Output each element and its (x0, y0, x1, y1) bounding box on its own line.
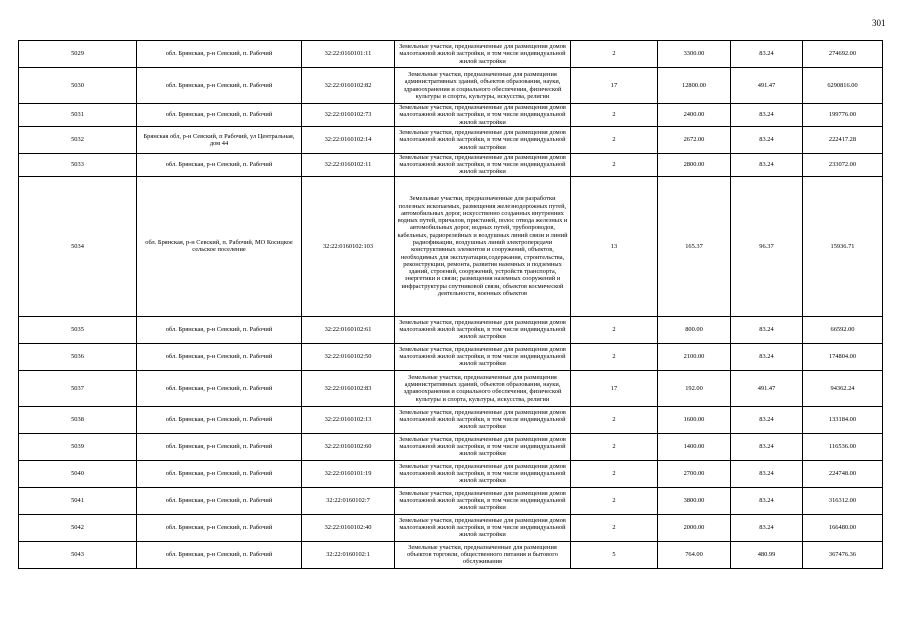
cell-specific-value: 83.24 (731, 433, 803, 460)
cell-cadastral-number: 32:22:0160102:7 (302, 487, 395, 514)
cell-use-group-code: 2 (571, 460, 658, 487)
table-row (19, 541, 883, 568)
cell-cadastral-number: 32:22:0160102:83 (302, 370, 395, 406)
cell-area: 3300.00 (658, 41, 731, 68)
cell-cadastral-number: 32:22:0160101:19 (302, 460, 395, 487)
cell-row-number: 5031 (19, 104, 137, 127)
cell-cadastral-value: 316312.00 (803, 487, 883, 514)
cell-area: 2400.00 (658, 104, 731, 127)
cell-permitted-use: Земельные участки, предназначенные для размещения домов малоэтажной жилой застройки, в том числе индивидуальной жилой застройки (395, 316, 571, 343)
cell-specific-value: 83.24 (731, 41, 803, 68)
table-row (19, 406, 883, 433)
cell-specific-value: 83.24 (731, 104, 803, 127)
cell-use-group-code: 5 (571, 541, 658, 568)
table-row (19, 316, 883, 343)
cell-cadastral-value: 6290816.00 (803, 68, 883, 104)
cell-use-group-code: 2 (571, 126, 658, 153)
cell-address: обл. Брянская, р-н Севский, п. Рабочий (137, 68, 302, 104)
cell-use-group-code: 2 (571, 104, 658, 127)
cell-address: обл. Брянская, р-н Севский, п. Рабочий (137, 541, 302, 568)
cell-cadastral-number: 32:22:0160102:73 (302, 104, 395, 127)
cell-permitted-use: Земельные участки, предназначенные для размещения домов малоэтажной жилой застройки, в том числе индивидуальной жилой застройки (395, 433, 571, 460)
cadastral-value-table (18, 40, 883, 569)
cell-address: обл. Брянская, р-н Севский, п. Рабочий (137, 41, 302, 68)
cell-use-group-code: 2 (571, 514, 658, 541)
cell-permitted-use: Земельные участки, предназначенные для размещения административных зданий, объектов образования, науки, здравоохранения и социального обеспечения, физической культуры и спорта, культуры, искусства, религии (395, 68, 571, 104)
cell-address: обл. Брянская, р-н Севский, п. Рабочий (137, 406, 302, 433)
cell-cadastral-value: 224748.00 (803, 460, 883, 487)
cell-area: 192.00 (658, 370, 731, 406)
table-row (19, 370, 883, 406)
cell-cadastral-value: 199776.00 (803, 104, 883, 127)
cell-area: 2100.00 (658, 343, 731, 370)
cell-row-number: 5043 (19, 541, 137, 568)
cell-address: обл. Брянская, р-н Севский, п. Рабочий (137, 370, 302, 406)
cell-cadastral-number: 32:22:0160102:50 (302, 343, 395, 370)
cell-permitted-use: Земельные участки, предназначенные для размещения домов малоэтажной жилой застройки, в том числе индивидуальной жилой застройки (395, 460, 571, 487)
table-row (19, 104, 883, 127)
cell-specific-value: 491.47 (731, 370, 803, 406)
cell-area: 3800.00 (658, 487, 731, 514)
table-row (19, 176, 883, 316)
table-row (19, 68, 883, 104)
cell-area: 165.37 (658, 176, 731, 316)
table-row (19, 514, 883, 541)
cell-cadastral-value: 66592.00 (803, 316, 883, 343)
table-row (19, 153, 883, 176)
cell-address: обл. Брянская, р-н Севский, п. Рабочий (137, 460, 302, 487)
cell-cadastral-value: 15936.71 (803, 176, 883, 316)
cell-use-group-code: 2 (571, 487, 658, 514)
cell-row-number: 5037 (19, 370, 137, 406)
cell-area: 764.00 (658, 541, 731, 568)
cell-specific-value: 83.24 (731, 343, 803, 370)
cell-area: 2000.00 (658, 514, 731, 541)
table-row (19, 41, 883, 68)
cell-specific-value: 83.24 (731, 316, 803, 343)
cell-use-group-code: 17 (571, 68, 658, 104)
cell-specific-value: 480.99 (731, 541, 803, 568)
cell-cadastral-value: 222417.28 (803, 126, 883, 153)
cell-permitted-use: Земельные участки, предназначенные для размещения домов малоэтажной жилой застройки, в том числе индивидуальной жилой застройки (395, 126, 571, 153)
cell-cadastral-value: 133184.00 (803, 406, 883, 433)
cell-cadastral-number: 32:22:0160102:14 (302, 126, 395, 153)
cell-area: 2800.00 (658, 153, 731, 176)
cell-use-group-code: 2 (571, 406, 658, 433)
cell-area: 2700.00 (658, 460, 731, 487)
cell-area: 1400.00 (658, 433, 731, 460)
cell-address: обл. Брянская, р-н Севский, п. Рабочий (137, 104, 302, 127)
cell-permitted-use: Земельные участки, предназначенные для разработки полезных ископаемых, размещения железнодорожных путей, автомобильных дорог, искусственно созданных внутренних водных путей, причалов, пристаней, полос отвода железных и автомобильных дорог, водных путей, трубопроводов, кабельных, радиорелейных и воздушных линий связи и линий радиофикации, воздушных линий электропередачи конструктивных элементов и сооружений, объектов, необходимых для эксплуатации,содержания, строительства, реконструкции, ремонта, развития наземных и подземных зданий, строений, сооружений, устройств транспорта, энергетики и связи; размещения наземных сооружений и инфраструктуры спутниковой связи, объектов космической деятельности, военных объектов (395, 176, 571, 316)
cell-address: Брянская обл, р-н Севский, п Рабочий, ул Центральная, дом 44 (137, 126, 302, 153)
cell-permitted-use: Земельные участки, предназначенные для размещения домов малоэтажной жилой застройки, в том числе индивидуальной жилой застройки (395, 104, 571, 127)
cell-cadastral-value: 94362.24 (803, 370, 883, 406)
cell-cadastral-number: 32:22:0160102:82 (302, 68, 395, 104)
cell-cadastral-number: 32:22:0160101:11 (302, 41, 395, 68)
cell-permitted-use: Земельные участки, предназначенные для размещения домов малоэтажной жилой застройки, в том числе индивидуальной жилой застройки (395, 487, 571, 514)
cell-cadastral-number: 32:22:0160102:1 (302, 541, 395, 568)
cell-cadastral-number: 32:22:0160102:61 (302, 316, 395, 343)
cell-use-group-code: 2 (571, 433, 658, 460)
cell-row-number: 5033 (19, 153, 137, 176)
cell-cadastral-value: 274692.00 (803, 41, 883, 68)
cell-address: обл. Брянская, р-н Севский, п. Рабочий (137, 343, 302, 370)
cell-cadastral-value: 233072.00 (803, 153, 883, 176)
cell-area: 12800.00 (658, 68, 731, 104)
cell-row-number: 5036 (19, 343, 137, 370)
cell-cadastral-number: 32:22:0160102:40 (302, 514, 395, 541)
cell-specific-value: 83.24 (731, 487, 803, 514)
cell-cadastral-value: 367476.36 (803, 541, 883, 568)
cell-specific-value: 83.24 (731, 406, 803, 433)
cell-use-group-code: 2 (571, 316, 658, 343)
cell-specific-value: 83.24 (731, 460, 803, 487)
cell-permitted-use: Земельные участки, предназначенные для размещения домов малоэтажной жилой застройки, в том числе индивидуальной жилой застройки (395, 514, 571, 541)
cell-area: 2672.00 (658, 126, 731, 153)
table-body (19, 41, 883, 569)
cell-use-group-code: 2 (571, 41, 658, 68)
cell-address: обл. Брянская, р-н Севский, п. Рабочий (137, 433, 302, 460)
cell-address: обл. Брянская, р-н Севский, п. Рабочий (137, 487, 302, 514)
cell-row-number: 5040 (19, 460, 137, 487)
cell-address: обл. Брянская, р-н Севский, п. Рабочий, МО Косицкое сельское поселение (137, 176, 302, 316)
cell-cadastral-number: 32:22:0160102:60 (302, 433, 395, 460)
cell-use-group-code: 2 (571, 153, 658, 176)
cell-row-number: 5032 (19, 126, 137, 153)
cell-area: 800.00 (658, 316, 731, 343)
cell-permitted-use: Земельные участки, предназначенные для размещения домов малоэтажной жилой застройки, в том числе индивидуальной жилой застройки (395, 153, 571, 176)
cell-permitted-use: Земельные участки, предназначенные для размещения объектов торговли, общественного питания и бытового обслуживания (395, 541, 571, 568)
page-number: 301 (872, 18, 886, 28)
cell-row-number: 5041 (19, 487, 137, 514)
cell-cadastral-value: 116536.00 (803, 433, 883, 460)
table-row (19, 126, 883, 153)
cell-specific-value: 491.47 (731, 68, 803, 104)
cell-specific-value: 83.24 (731, 126, 803, 153)
cell-cadastral-number: 32:22:0160102:11 (302, 153, 395, 176)
cell-cadastral-number: 32:22:0160102:103 (302, 176, 395, 316)
cell-specific-value: 83.24 (731, 514, 803, 541)
cell-row-number: 5034 (19, 176, 137, 316)
cell-permitted-use: Земельные участки, предназначенные для размещения административных зданий, объектов образования, науки, здравоохранения и социального обеспечения, физической культуры и спорта, культуры, искусства, религии (395, 370, 571, 406)
cell-row-number: 5029 (19, 41, 137, 68)
cell-row-number: 5035 (19, 316, 137, 343)
cell-area: 1600.00 (658, 406, 731, 433)
cell-row-number: 5042 (19, 514, 137, 541)
cell-use-group-code: 2 (571, 343, 658, 370)
cell-row-number: 5038 (19, 406, 137, 433)
table-row (19, 343, 883, 370)
table-row (19, 487, 883, 514)
cell-use-group-code: 13 (571, 176, 658, 316)
cell-cadastral-value: 174804.00 (803, 343, 883, 370)
cell-cadastral-number: 32:22:0160102:13 (302, 406, 395, 433)
cell-specific-value: 96.37 (731, 176, 803, 316)
table-row (19, 460, 883, 487)
table-row (19, 433, 883, 460)
cell-row-number: 5039 (19, 433, 137, 460)
cell-row-number: 5030 (19, 68, 137, 104)
cell-permitted-use: Земельные участки, предназначенные для размещения домов малоэтажной жилой застройки, в том числе индивидуальной жилой застройки (395, 343, 571, 370)
cell-use-group-code: 17 (571, 370, 658, 406)
cell-specific-value: 83.24 (731, 153, 803, 176)
cell-permitted-use: Земельные участки, предназначенные для размещения домов малоэтажной жилой застройки, в том числе индивидуальной жилой застройки (395, 41, 571, 68)
cell-address: обл. Брянская, р-н Севский, п. Рабочий (137, 514, 302, 541)
cell-permitted-use: Земельные участки, предназначенные для размещения домов малоэтажной жилой застройки, в том числе индивидуальной жилой застройки (395, 406, 571, 433)
cell-address: обл. Брянская, р-н Севский, п. Рабочий (137, 153, 302, 176)
cell-cadastral-value: 166480.00 (803, 514, 883, 541)
cell-address: обл. Брянская, р-н Севский, п. Рабочий (137, 316, 302, 343)
